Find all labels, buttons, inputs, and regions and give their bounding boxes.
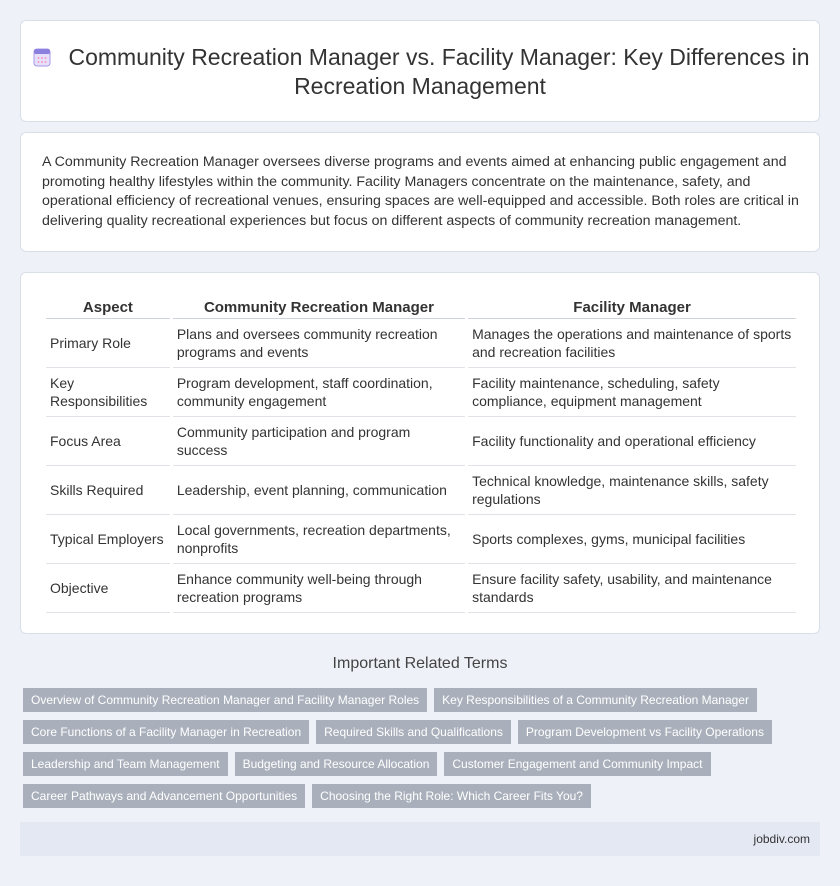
cell-facility: Facility maintenance, scheduling, safety compliance, equipment management — [468, 368, 796, 417]
header-aspect: Aspect — [46, 297, 170, 319]
header-community-recreation-manager: Community Recreation Manager — [173, 297, 465, 319]
cell-aspect: Objective — [46, 564, 170, 613]
cell-community: Community participation and program success — [173, 417, 465, 466]
footer-site-link[interactable]: jobdiv.com — [753, 832, 810, 846]
cell-aspect: Focus Area — [46, 417, 170, 466]
comparison-table-card — [20, 272, 820, 634]
related-tag[interactable]: Overview of Community Recreation Manager and Facility Manager Roles — [23, 688, 427, 712]
related-tag[interactable]: Customer Engagement and Community Impact — [444, 752, 710, 776]
page-title: Community Recreation Manager vs. Facility Manager: Key Differences in Recreation Management — [68, 44, 810, 99]
cell-community: Local governments, recreation departments, nonprofits — [173, 515, 465, 564]
table-row — [46, 515, 796, 564]
related-tag[interactable]: Key Responsibilities of a Community Recreation Manager — [434, 688, 757, 712]
cell-aspect: Typical Employers — [46, 515, 170, 564]
related-tag[interactable]: Program Development vs Facility Operations — [518, 720, 772, 744]
header-facility-manager: Facility Manager — [468, 297, 796, 319]
cell-facility: Ensure facility safety, usability, and maintenance standards — [468, 564, 796, 613]
table-row — [46, 564, 796, 613]
related-tag[interactable]: Budgeting and Resource Allocation — [235, 752, 438, 776]
related-tag[interactable]: Career Pathways and Advancement Opportunities — [23, 784, 305, 808]
cell-aspect: Key Responsibilities — [46, 368, 170, 417]
table-row — [46, 368, 796, 417]
related-tag[interactable]: Choosing the Right Role: Which Career Fits You? — [312, 784, 591, 808]
cell-community: Leadership, event planning, communication — [173, 466, 465, 515]
cell-aspect: Skills Required — [46, 466, 170, 515]
cell-community: Enhance community well-being through recreation programs — [173, 564, 465, 613]
related-tags-row — [23, 720, 820, 744]
cell-facility: Technical knowledge, maintenance skills, safety regulations — [468, 466, 796, 515]
cell-aspect: Primary Role — [46, 319, 170, 368]
table-header-row — [46, 297, 796, 319]
intro-paragraph: A Community Recreation Manager oversees diverse programs and events aimed at enhancing public engagement and promoting healthy lifestyles within the community. Facility Managers concentrate on the maintenance, safety, and operational efficiency of recreational venues, ensuring spaces are well-equipped and accessible. Both roles are critical in delivering quality recreational experiences but focus on different aspects of community recreation management. — [42, 154, 799, 229]
table-row — [46, 417, 796, 466]
cell-facility: Manages the operations and maintenance of sports and recreation facilities — [468, 319, 796, 368]
related-tag[interactable]: Required Skills and Qualifications — [316, 720, 511, 744]
cell-community: Program development, staff coordination, community engagement — [173, 368, 465, 417]
document-icon — [31, 46, 53, 68]
header-card — [20, 20, 820, 122]
page-title-container — [21, 43, 819, 101]
footer-bar — [20, 822, 820, 856]
related-terms-heading: Important Related Terms — [332, 655, 508, 672]
related-tags-row — [23, 688, 820, 712]
table-row — [46, 466, 796, 515]
related-tags-row — [23, 784, 820, 808]
cell-facility: Facility functionality and operational efficiency — [468, 417, 796, 466]
related-tag[interactable]: Leadership and Team Management — [23, 752, 228, 776]
intro-card — [20, 132, 820, 252]
cell-facility: Sports complexes, gyms, municipal facilities — [468, 515, 796, 564]
comparison-table — [43, 297, 799, 613]
related-tag[interactable]: Core Functions of a Facility Manager in Recreation — [23, 720, 309, 744]
cell-community: Plans and oversees community recreation programs and events — [173, 319, 465, 368]
related-tags-row — [23, 752, 820, 776]
table-row — [46, 319, 796, 368]
